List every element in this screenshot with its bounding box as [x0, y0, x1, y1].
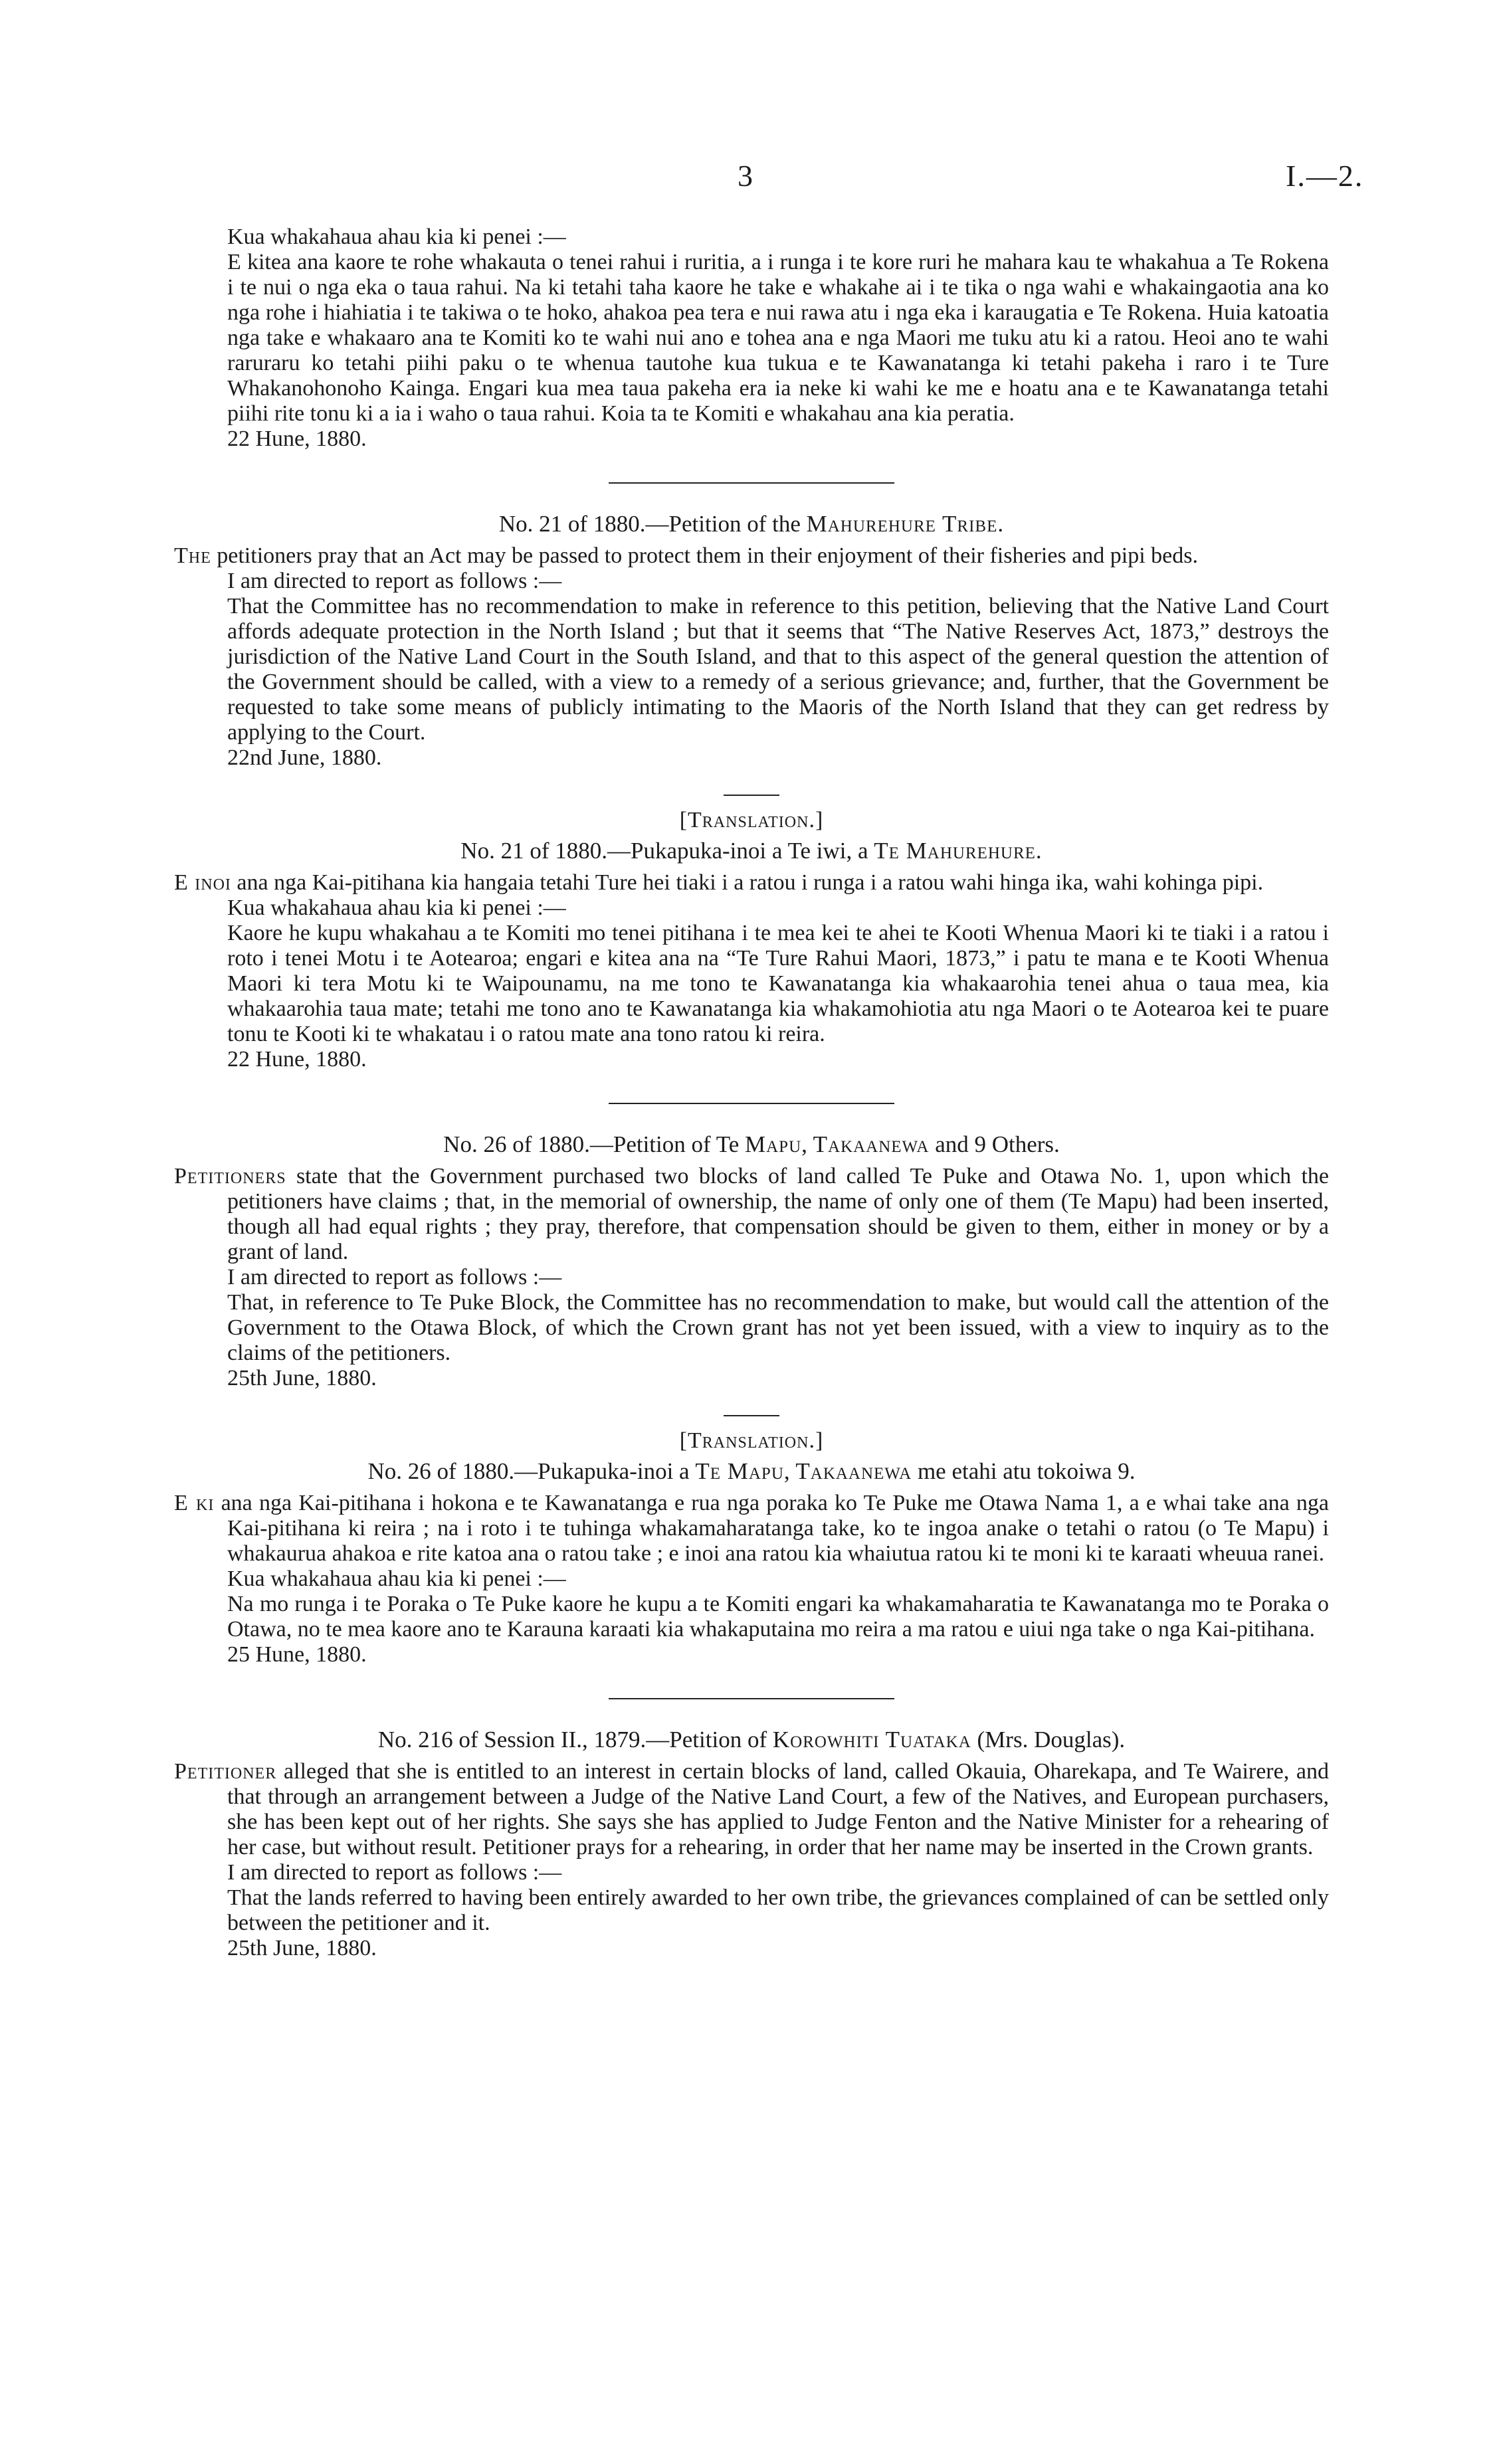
petition-summary: Petitioner alleged that she is entitled to an interest in certain blocks of land, called Okauia, Oharekapa, and Te Wairere, and that through an arrangement between a Judge of the Native Land Court, a few of the Natives, and European purchasers, she has been kept out of her rights. She says she has applied to Judge Fenton and the Native Minister for a rehearing of her case, but without result. Petitioner prays for a rehearing, in order that her name may be inserted in the Crown grants. [174, 1759, 1329, 1859]
translation-divider [724, 1415, 779, 1416]
translation-label: [Translation.] [679, 1428, 824, 1453]
section-divider [609, 1103, 894, 1104]
text-column [174, 225, 1329, 1964]
report-date: 22 Hune, 1880. [227, 426, 367, 451]
page-number: 3 [738, 159, 753, 193]
report-date: 22nd June, 1880. [227, 745, 382, 770]
report-date: 25th June, 1880. [227, 1366, 377, 1390]
report-date: 22 Hune, 1880. [227, 1047, 367, 1072]
petition-summary: E ki ana nga Kai-pitihana i hokona e te Kawanatanga e rua nga poraka ko Te Puke me Otawa Nama 1, a e whai take ana nga Kai-pitihana ki reira ; na i roto i te tuhinga whakamaharatanga take, ko te ingoa anake o tetahi o ratou (o Te Mapu) i whakaurua ahakoa e rite katoa ana o ratou take ; e inoi ana ratou kia whaiutua ratou ki te moni ki te karaati wheuua ranei. [174, 1491, 1329, 1566]
report-body: That the lands referred to having been entirely awarded to her own tribe, the grievances complained of can be settled only between the petitioner and it. [227, 1885, 1329, 1935]
section-divider [609, 1698, 894, 1699]
directed-line: Kua whakahaua ahau kia ki penei :— [227, 1566, 566, 1591]
page-header [0, 159, 1499, 197]
report-body: E kitea ana kaore te rohe whakauta o tenei rahui i ruritia, a i runga i te kore ruri he mahara kau te whakahua a Te Rokena i te nui o nga eka o taua rahui. Na ki tetahi taha kaore he take e whakahe ai i te tika o nga wahi e whakaingaotia ana ko nga rohe i hiahiatia i te takiwa o te hoko, ahakoa pea tera e nui rawa atu i nga eka i karaugatia e Te Rokena. Huia katoatia nga take e whakaaro ana te Komiti ko te wahi nui ano e tohea ana e nga Maori me tuku atu ki a ratou. Heoi ano te wahi raruraru ko tetahi piihi paku o te whenua tautohe kua tukua e te Kawanatanga ki tetahi pakeha i raro i te Ture Whakanohonoho Kainga. Engari kua mea taua pakeha era ia neke ki wahi ke me e hoatu ana e te Kawanatanga tetahi piihi rite tonu ki a ia i waho o taua rahui. Koia ta te Komiti e whakahau ana kia peratia. [227, 250, 1329, 426]
directed-line: Kua whakahaua ahau kia ki penei :— [227, 896, 566, 920]
petition-title: No. 21 of 1880.—Petition of the Mahurehure Tribe. [498, 511, 1005, 537]
petition-summary: Petitioners state that the Government purchased two blocks of land called Te Puke and Otawa No. 1, upon which the petitioners have claims ; that, in the memorial of ownership, the name of only one of them (Te Mapu) had been inserted, though all had equal rights ; they pray, therefore, that compensation should be given to them, either in money or by a grant of land. [174, 1164, 1330, 1264]
petition-summary: The petitioners pray that an Act may be passed to protect them in their enjoyment of their fisheries and pipi beds. [174, 543, 1198, 568]
translation-label: [Translation.] [679, 808, 824, 832]
directed-line: Kua whakahaua ahau kia ki penei :— [227, 225, 566, 249]
directed-line: I am directed to report as follows :— [227, 1860, 562, 1885]
report-body: That the Committee has no recommendation to make in reference to this petition, believing that the Native Land Court affords adequate protection in the North Island ; but that it seems that “The Native Reserves Act, 1873,” destroys the jurisdiction of the Native Land Court in the South Island, and that to this aspect of the general question the attention of the Government should be called, with a view to a remedy of a serious grievance; and, further, that the Government be requested to take some means of publicly intimating to the Maoris of the North Island that they can get redress by applying to the Court. [227, 594, 1329, 745]
report-body: Kaore he kupu whakahau a te Komiti mo tenei pitihana i te mea kei te ahei te Kooti Whenua Maori ki te tiaki i a ratou i roto i tenei Motu i te Aotearoa; engari e kitea ana na “Te Ture Rahui Maori, 1873,” i patu te mana e te Kooti Whenua Maori ki tera Motu ki te Waipounamu, na me tono te Kawanatanga kia whakaarohia tenei ahua o taua mea, kia whakaarohia taua mate; tetahi me tono ano te Kawanatanga kia whakamohiotia atu nga Maori o te Aotearoa kei te puare tonu te Kooti ki te whakatau i o ratou mate ana tono ratou ki reira. [227, 921, 1329, 1046]
petition-title: No. 21 of 1880.—Pukapuka-inoi a Te iwi, a Te Mahurehure. [460, 838, 1043, 864]
report-date: 25th June, 1880. [227, 1936, 377, 1960]
petition-title: No. 216 of Session II., 1879.—Petition of Korowhiti Tuataka (Mrs. Douglas). [377, 1727, 1126, 1753]
page-reference: I.—2. [1286, 159, 1364, 193]
report-body: Na mo runga i te Poraka o Te Puke kaore he kupu a te Komiti engari ka whakamaharatia te Kawanatanga mo te Poraka o Otawa, no te mea kaore ano te Karauna karaati kia whakaputaina mo reira a ma ratou e uiui nga take o nga Kai-pitihana. [227, 1592, 1329, 1642]
report-date: 25 Hune, 1880. [227, 1642, 367, 1667]
petition-title: No. 26 of 1880.—Petition of Te Mapu, Takaanewa and 9 Others. [443, 1131, 1060, 1157]
directed-line: I am directed to report as follows :— [227, 569, 562, 593]
directed-line: I am directed to report as follows :— [227, 1265, 562, 1289]
report-body: That, in reference to Te Puke Block, the Committee has no recommendation to make, but would call the attention of the Government to the Otawa Block, of which the Crown grant has not yet been issued, with a view to inquiry as to the claims of the petitioners. [227, 1290, 1329, 1365]
translation-divider [724, 795, 779, 796]
petition-title: No. 26 of 1880.—Pukapuka-inoi a Te Mapu, Takaanewa me etahi atu tokoiwa 9. [367, 1458, 1136, 1484]
section-divider [609, 482, 894, 484]
petition-summary: E inoi ana nga Kai-pitihana kia hangaia tetahi Ture hei tiaki i a ratou i runga i a ratou wahi hinga ika, wahi kohinga pipi. [174, 870, 1264, 895]
